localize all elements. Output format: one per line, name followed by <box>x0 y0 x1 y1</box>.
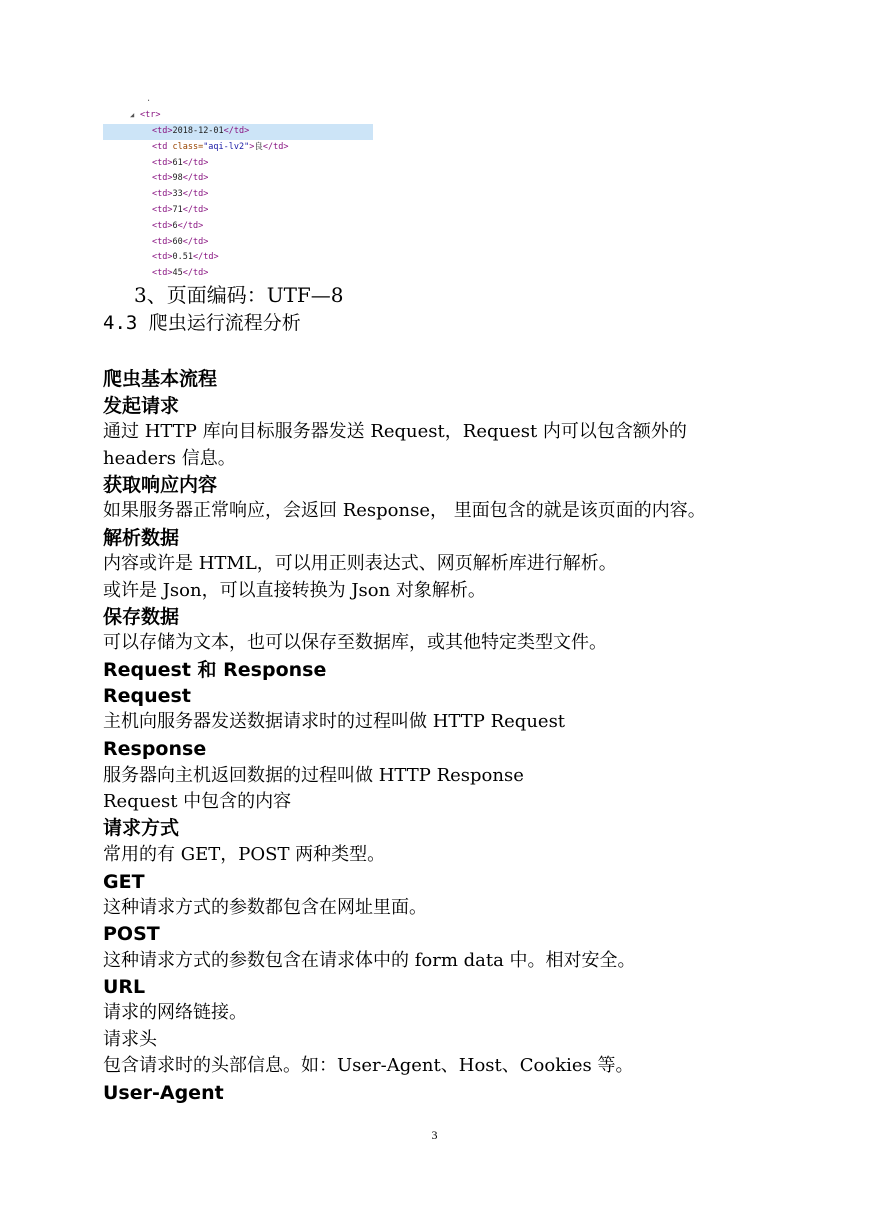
heading-request-and-response: Request 和 Response <box>103 659 327 681</box>
heading-send-request: 发起请求 <box>103 395 180 417</box>
heading-basic-flow: 爬虫基本流程 <box>103 368 218 390</box>
code-rows <box>103 124 373 282</box>
code-row: <td class="aqi-lv2">良</td> <box>152 141 289 152</box>
page-number: 3 <box>431 1128 438 1142</box>
code-screenshot <box>103 95 373 281</box>
code-tr-tag: <tr> <box>140 110 161 120</box>
heading-get-response: 获取响应内容 <box>103 474 218 496</box>
paragraph-parse-1: 内容或许是 HTML，可以用正则表达式、网页解析库进行解析。 <box>103 553 617 574</box>
code-row: <td>2018-12-01</td> <box>103 124 373 140</box>
paragraph-get: 这种请求方式的参数都包含在网址里面。 <box>103 897 427 918</box>
paragraph-url: 请求的网络链接。 <box>103 1002 247 1023</box>
paragraph-response: 如果服务器正常响应，会返回 Response， 里面包含的就是该页面的内容。 <box>103 500 706 521</box>
heading-save-data: 保存数据 <box>103 606 180 628</box>
paragraph-header-title: 请求头 <box>103 1029 157 1050</box>
section-heading: 4.3 爬虫运行流程分析 <box>103 312 301 334</box>
paragraph-response-def: 服务器向主机返回数据的过程叫做 HTTP Response <box>103 765 524 786</box>
heading-get: GET <box>103 871 145 893</box>
code-row: <td>71</td> <box>152 204 209 215</box>
code-row: <td>45</td> <box>152 268 209 279</box>
encoding-line: 3、页面编码：UTF—8 <box>134 283 344 307</box>
paragraph-save: 可以存储为文本，也可以保存至数据库，或其他特定类型文件。 <box>103 632 607 653</box>
code-row: <td>6</td> <box>152 220 204 231</box>
heading-request-method: 请求方式 <box>103 817 180 839</box>
paragraph-method: 常用的有 GET，POST 两种类型。 <box>103 844 386 865</box>
paragraph-parse-2: 或许是 Json，可以直接转换为 Json 对象解析。 <box>103 580 486 601</box>
heading-url: URL <box>103 976 146 998</box>
paragraph-request-def: 主机向服务器发送数据请求时的过程叫做 HTTP Request <box>103 711 566 732</box>
code-row: <td>98</td> <box>152 173 209 184</box>
paragraph-post: 这种请求方式的参数包含在请求体中的 form data 中。相对安全。 <box>103 950 636 971</box>
heading-parse-data: 解析数据 <box>103 527 180 549</box>
paragraph-header: 包含请求时的头部信息。如：User-Agent、Host、Cookies 等。 <box>103 1055 634 1076</box>
code-tr-line <box>130 108 160 124</box>
heading-response: Response <box>103 738 207 760</box>
heading-request: Request <box>103 685 191 707</box>
expand-triangle-icon: ◢ <box>130 111 135 119</box>
paragraph-request-1: 通过 HTTP 库向目标服务器发送 Request，Request 内可以包含额外的 <box>103 421 687 442</box>
code-row: <td>0.51</td> <box>152 252 219 263</box>
code-row: <td>61</td> <box>152 157 209 168</box>
paragraph-request-2: headers 信息。 <box>103 448 236 469</box>
paragraph-request-contents: Request 中包含的内容 <box>103 791 292 812</box>
code-row: <td>60</td> <box>152 236 209 247</box>
code-row: <td>33</td> <box>152 189 209 200</box>
code-dot: . <box>146 94 152 104</box>
heading-user-agent: User-Agent <box>103 1082 224 1104</box>
heading-post: POST <box>103 923 160 945</box>
